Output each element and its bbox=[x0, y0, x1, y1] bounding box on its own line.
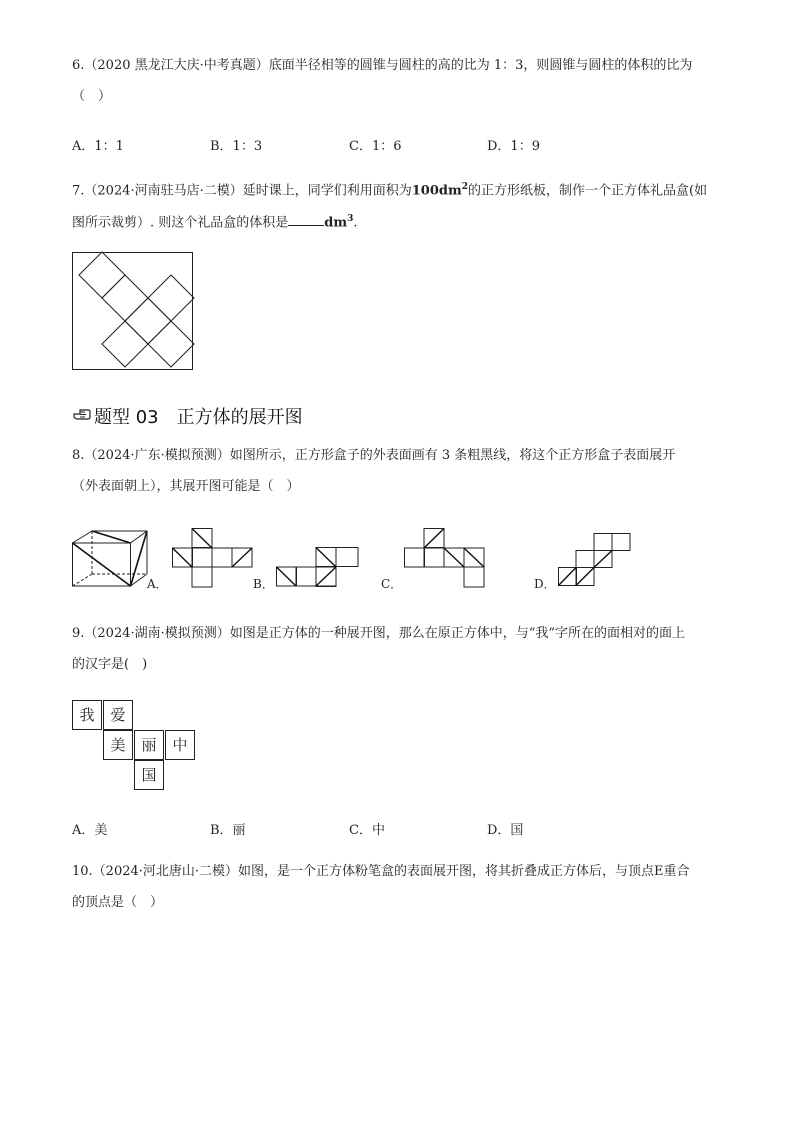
pointing-hand-icon bbox=[73, 403, 91, 421]
net-cell-mei: 美 bbox=[103, 730, 133, 760]
q7-cut-diagram bbox=[72, 252, 194, 370]
q6-stem-line2: （ ） bbox=[72, 89, 112, 104]
q10-stem-line1: 10.（2024·河北唐山·二模）如图，是一个正方体粉笔盒的表面展开图，将其折叠成正方体后，与顶点E重合 bbox=[72, 864, 690, 879]
q9-option-b: B．丽 bbox=[210, 823, 246, 838]
q9-option-a: A．美 bbox=[72, 823, 108, 838]
q6-stem-line1: 6.（2020 黑龙江大庆·中考真题）底面半径相等的圆锥与圆柱的高的比为 1：3，则圆锥与圆柱的体积的比为 bbox=[72, 58, 693, 73]
q8-stem-line1: 8.（2024·广东·模拟预测）如图所示，正方形盒子的外表面画有 3 条粗黑线，将这个正方形盒子表面展开 bbox=[72, 448, 676, 463]
q8-label-b: B． bbox=[253, 577, 274, 591]
q8-label-d: D． bbox=[534, 577, 556, 591]
q8-net-c bbox=[404, 528, 485, 588]
net-cell-ai: 爱 bbox=[103, 700, 133, 730]
q8-stem-line2: （外表面朝上），其展开图可能是（ ） bbox=[72, 479, 300, 494]
q8-net-d bbox=[558, 533, 632, 587]
q7-area-value: 100dm bbox=[411, 183, 462, 199]
q8-label-c: C． bbox=[381, 577, 403, 591]
q7-unit: dm bbox=[324, 215, 348, 231]
q8-label-a: A． bbox=[147, 577, 168, 591]
q10-stem-line2: 的顶点是（ ） bbox=[72, 895, 164, 910]
q6-option-c: C．1：6 bbox=[349, 139, 402, 154]
section-title: 题型 03 正方体的展开图 bbox=[94, 407, 303, 428]
q6-option-a: A．1：1 bbox=[72, 139, 124, 154]
q7-text-c: 图所示裁剪）. 则这个礼品盒的体积是 bbox=[72, 215, 289, 231]
q8-net-a bbox=[172, 528, 253, 588]
q9-stem-line2: 的汉字是( ) bbox=[72, 657, 148, 672]
q6-option-d: D．1：9 bbox=[487, 139, 540, 154]
q8-cube-figure bbox=[72, 530, 148, 587]
q9-option-c: C．中 bbox=[349, 823, 385, 838]
q7-unit-sup: 3 bbox=[347, 214, 354, 224]
q7-text-end: . bbox=[353, 215, 358, 231]
q7-stem-line1 bbox=[72, 174, 707, 204]
net-cell-guo: 国 bbox=[134, 760, 164, 790]
net-cell-wo: 我 bbox=[72, 700, 102, 730]
q7-text-b: 的正方形纸板，制作一个正方体礼品盒(如 bbox=[468, 183, 708, 199]
net-cell-zhong: 中 bbox=[165, 730, 195, 760]
q8-net-b bbox=[276, 547, 360, 587]
q9-cube-net bbox=[72, 700, 197, 792]
net-cell-li: 丽 bbox=[134, 730, 164, 760]
q6-option-b: B．1：3 bbox=[210, 139, 263, 154]
q7-text-a: 7.（2024·河南驻马店·二模）延时课上，同学们利用面积为 bbox=[72, 183, 412, 199]
q7-area-sup: 2 bbox=[461, 182, 469, 192]
q9-option-d: D．国 bbox=[487, 823, 524, 838]
q7-answer-blank[interactable] bbox=[288, 213, 324, 226]
q7-stem-line2 bbox=[72, 206, 358, 236]
q9-stem-line1: 9.（2024·湖南·模拟预测）如图是正方体的一种展开图，那么在原正方体中，与“我”字所在的面相对的面上 bbox=[72, 626, 686, 641]
